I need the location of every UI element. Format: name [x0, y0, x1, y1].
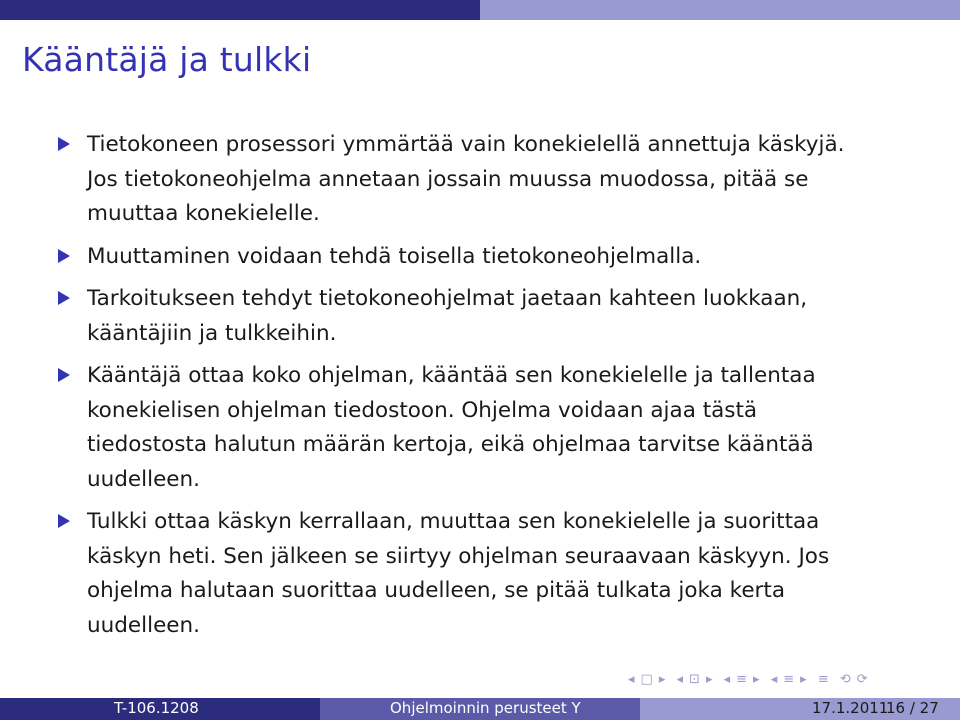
list-item-line: ohjelma halutaan suorittaa uudelleen, se pitää tulkata joka kerta — [87, 578, 785, 603]
list-item — [58, 128, 938, 232]
footer-left — [0, 698, 320, 720]
bullet-arrow-icon — [58, 368, 70, 382]
bullet-arrow-icon — [58, 137, 70, 151]
list-item-line: konekielisen ohjelman tiedostoon. Ohjelma voidaan ajaa tästä — [87, 397, 758, 423]
list-item-line: muuttaa konekielelle. — [87, 201, 320, 226]
list-item-line: tiedostosta halutun määrän kertoja, eikä ohjelmaa tarvitse kääntää — [87, 432, 814, 457]
list-item — [58, 282, 938, 351]
header-bar-right — [480, 0, 960, 20]
nav-section-icon[interactable]: ≡ — [783, 672, 796, 687]
nav-back-icon[interactable]: ⟲ — [839, 672, 852, 687]
nav-slide-icon[interactable]: □ — [640, 672, 654, 687]
nav-next-slide-icon[interactable]: ▸ — [658, 672, 667, 687]
nav-prev-section-icon[interactable]: ◂ — [770, 672, 779, 687]
footer-date: 17.1.2011 — [812, 699, 889, 717]
footer-middle — [320, 698, 640, 720]
list-item — [58, 505, 938, 643]
slide-title: Kääntäjä ja tulkki — [22, 40, 312, 79]
list-item-line: uudelleen. — [87, 612, 200, 638]
footer-right — [640, 698, 960, 720]
nav-prev-slide-icon[interactable]: ◂ — [628, 672, 636, 687]
footer-course-name: Ohjelmoinnin perusteet Y — [390, 699, 581, 717]
footer-page-number: 16 / 27 — [886, 699, 939, 717]
header-bar — [0, 0, 960, 20]
list-item-line: Tulkki ottaa käskyn kerrallaan, muuttaa sen konekielelle ja suorittaa — [87, 509, 820, 534]
list-item-line: Tarkoitukseen tehdyt tietokoneohjelmat jaetaan kahteen luokkaan, — [87, 286, 808, 311]
list-item-line: uudelleen. — [87, 466, 200, 492]
footer-course-code: T-106.1208 — [114, 699, 199, 717]
navigation-controls — [628, 672, 874, 687]
footer-bar — [0, 698, 960, 720]
list-item-line: Muuttaminen voidaan tehdä toisella tietokoneohjelmalla. — [87, 243, 702, 269]
list-item — [58, 240, 938, 275]
header-bar-left — [0, 0, 480, 20]
nav-frame-icon[interactable]: ⊡ — [689, 672, 701, 687]
list-item-line: käskyn heti. Sen jälkeen se siirtyy ohjelman seuraavaan käskyyn. Jos — [87, 543, 830, 569]
bullet-list — [58, 128, 938, 651]
nav-subsection-icon[interactable]: ≡ — [736, 672, 749, 687]
list-item-line: kääntäjiin ja tulkkeihin. — [87, 320, 337, 346]
nav-prev-frame-icon[interactable]: ◂ — [676, 672, 685, 687]
nav-next-frame-icon[interactable]: ▸ — [705, 672, 714, 687]
bullet-arrow-icon — [58, 291, 70, 305]
nav-toc-icon[interactable]: ≡ — [817, 672, 830, 687]
list-item — [58, 359, 938, 497]
list-item-line: Jos tietokoneohjelma annetaan jossain muussa muodossa, pitää se — [87, 166, 809, 192]
nav-prev-subsection-icon[interactable]: ◂ — [723, 672, 732, 687]
nav-forward-icon[interactable]: ⟳ — [856, 672, 869, 687]
bullet-arrow-icon — [58, 514, 70, 528]
nav-next-section-icon[interactable]: ▸ — [800, 672, 808, 687]
nav-next-subsection-icon[interactable]: ▸ — [753, 672, 761, 687]
list-item-line: Kääntäjä ottaa koko ohjelman, kääntää sen konekielelle ja tallentaa — [87, 363, 816, 388]
bullet-arrow-icon — [58, 249, 70, 263]
list-item-line: Tietokoneen prosessori ymmärtää vain konekielellä annettuja käskyjä. — [87, 132, 845, 157]
